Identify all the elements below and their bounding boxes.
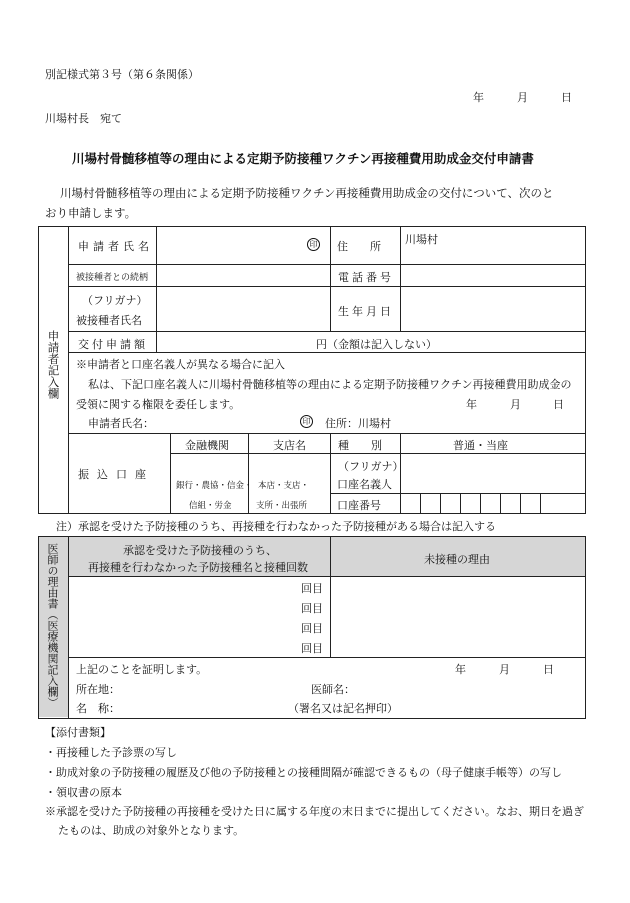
- bank-branch-header: 支店名: [273, 439, 306, 452]
- attachment-item-1: ・再接種した予診票の写し: [45, 746, 177, 759]
- count-suffix-2: 回目: [301, 602, 323, 615]
- relation-field[interactable]: [160, 267, 326, 284]
- account-number-field[interactable]: [403, 495, 583, 512]
- certify-year: 年: [455, 663, 466, 676]
- applicant-side-label: 申請者記入欄: [46, 330, 61, 399]
- intro-line-1: 川場村骨髄移植等の理由による定期予防接種ワクチン再接種費用助成金の交付について、次のと: [60, 186, 554, 200]
- recipient-name-label: 被接種者氏名: [76, 314, 142, 327]
- furigana-label: （フリガナ）: [82, 294, 148, 307]
- addressee: 川場村長 宛て: [45, 112, 122, 125]
- delegation-note: ※申請者と口座名義人が異なる場合に記入: [76, 358, 285, 371]
- delegation-year: 年: [466, 398, 477, 411]
- reason-field[interactable]: [334, 579, 582, 655]
- attachments-heading: 【添付書類】: [45, 726, 111, 739]
- attachment-item-3: ・領収書の原本: [45, 786, 122, 799]
- branch-types-1: 本店・支店・: [258, 481, 310, 491]
- intro-line-2: おり申請します。: [45, 206, 137, 220]
- count-suffix-4: 回目: [301, 642, 323, 655]
- applicant-name-label: 申請者氏名: [78, 240, 153, 253]
- count-suffix-1: 回目: [301, 582, 323, 595]
- header-year: 年: [473, 91, 484, 104]
- delegation-text-2: 受領に関する権限を委任します。: [76, 398, 241, 411]
- location-label: 所在地：: [76, 683, 120, 696]
- bank-label: 振込口座: [78, 468, 154, 481]
- delegation-day: 日: [553, 398, 564, 411]
- address-value[interactable]: 川場村: [405, 233, 438, 246]
- phone-label: 電話番号: [338, 271, 394, 284]
- vaccine-name-field[interactable]: [72, 579, 298, 655]
- facility-name-label: 名 称：: [76, 702, 120, 715]
- count-suffix-3: 回目: [301, 622, 323, 635]
- doctor-header-col1-line1: 承認を受けた予防接種のうち、: [123, 544, 277, 557]
- attachment-item-2: ・助成対象の予防接種の履歴及び他の予防接種との接種間隔が確認できるもの（母子健康手帳等）の写し: [45, 766, 562, 779]
- doctor-header-col1-line2: 再接種を行わなかった予防接種名と接種回数: [88, 561, 308, 574]
- holder-label: 口座名義人: [337, 478, 392, 491]
- relation-label: 被接種者との続柄: [76, 273, 149, 283]
- doctor-side-label: 医師の理由書（医療機関記入欄）: [46, 543, 59, 708]
- branch-types-2: 支所・出張所: [256, 501, 308, 511]
- deadline-line-2: たものは、助成の対象外となります。: [58, 824, 245, 837]
- header-month: 月: [517, 91, 528, 104]
- seal-icon: 印: [307, 237, 320, 251]
- note: 注）承認を受けた予防接種のうち、再接種を行わなかった予防接種がある場合は記入する: [56, 520, 496, 533]
- page-title: 川場村骨髄移植等の理由による定期予防接種ワクチン再接種費用助成金交付申請書: [72, 151, 534, 166]
- delegation-seal-icon: 印: [300, 414, 313, 428]
- doctor-header-col2: 未接種の理由: [424, 553, 490, 566]
- recipient-name-field[interactable]: [160, 289, 326, 329]
- delegation-address: 住所：川場村: [325, 417, 391, 430]
- institution-types-1: 銀行・農協・信金・: [176, 481, 253, 491]
- applicant-name-field[interactable]: [160, 230, 326, 262]
- account-number-label: 口座番号: [337, 499, 381, 512]
- signature-note: （署名又は記名押印）: [288, 702, 398, 715]
- holder-furigana-label: （フリガナ）: [338, 460, 404, 473]
- bank-type-value[interactable]: 普通・当座: [453, 439, 508, 452]
- birthdate-field[interactable]: [404, 289, 582, 329]
- address-label: 住 所: [337, 240, 381, 253]
- holder-field[interactable]: [404, 456, 582, 491]
- form-number: 別記様式第３号（第６条関係）: [45, 68, 199, 81]
- bank-institution-header: 金融機関: [185, 439, 229, 452]
- institution-types-2: 信組・労金: [189, 501, 232, 511]
- delegation-text-1: 私は、下記口座名義人に川場村骨髄移植等の理由による定期予防接種ワクチン再接種費用助成金の: [88, 378, 572, 391]
- bank-type-header: 種 別: [338, 439, 382, 452]
- amount-label: 交付申請額: [78, 338, 148, 351]
- delegation-applicant-label: 申請者氏名：: [88, 417, 154, 430]
- delegation-month: 月: [510, 398, 521, 411]
- doctor-name-label: 医師名：: [311, 683, 355, 696]
- deadline-line-1: ※承認を受けた予防接種の再接種を受けた日に属する年度の末日までに提出してください。なお、期日を過ぎ: [45, 805, 584, 818]
- certify-text: 上記のことを証明します。: [76, 663, 208, 676]
- amount-note: 円（金額は記入しない）: [316, 338, 437, 351]
- phone-field[interactable]: [404, 267, 582, 284]
- certify-month: 月: [499, 663, 510, 676]
- certify-day: 日: [543, 663, 554, 676]
- birthdate-label: 生年月日: [338, 305, 394, 318]
- header-day: 日: [561, 91, 572, 104]
